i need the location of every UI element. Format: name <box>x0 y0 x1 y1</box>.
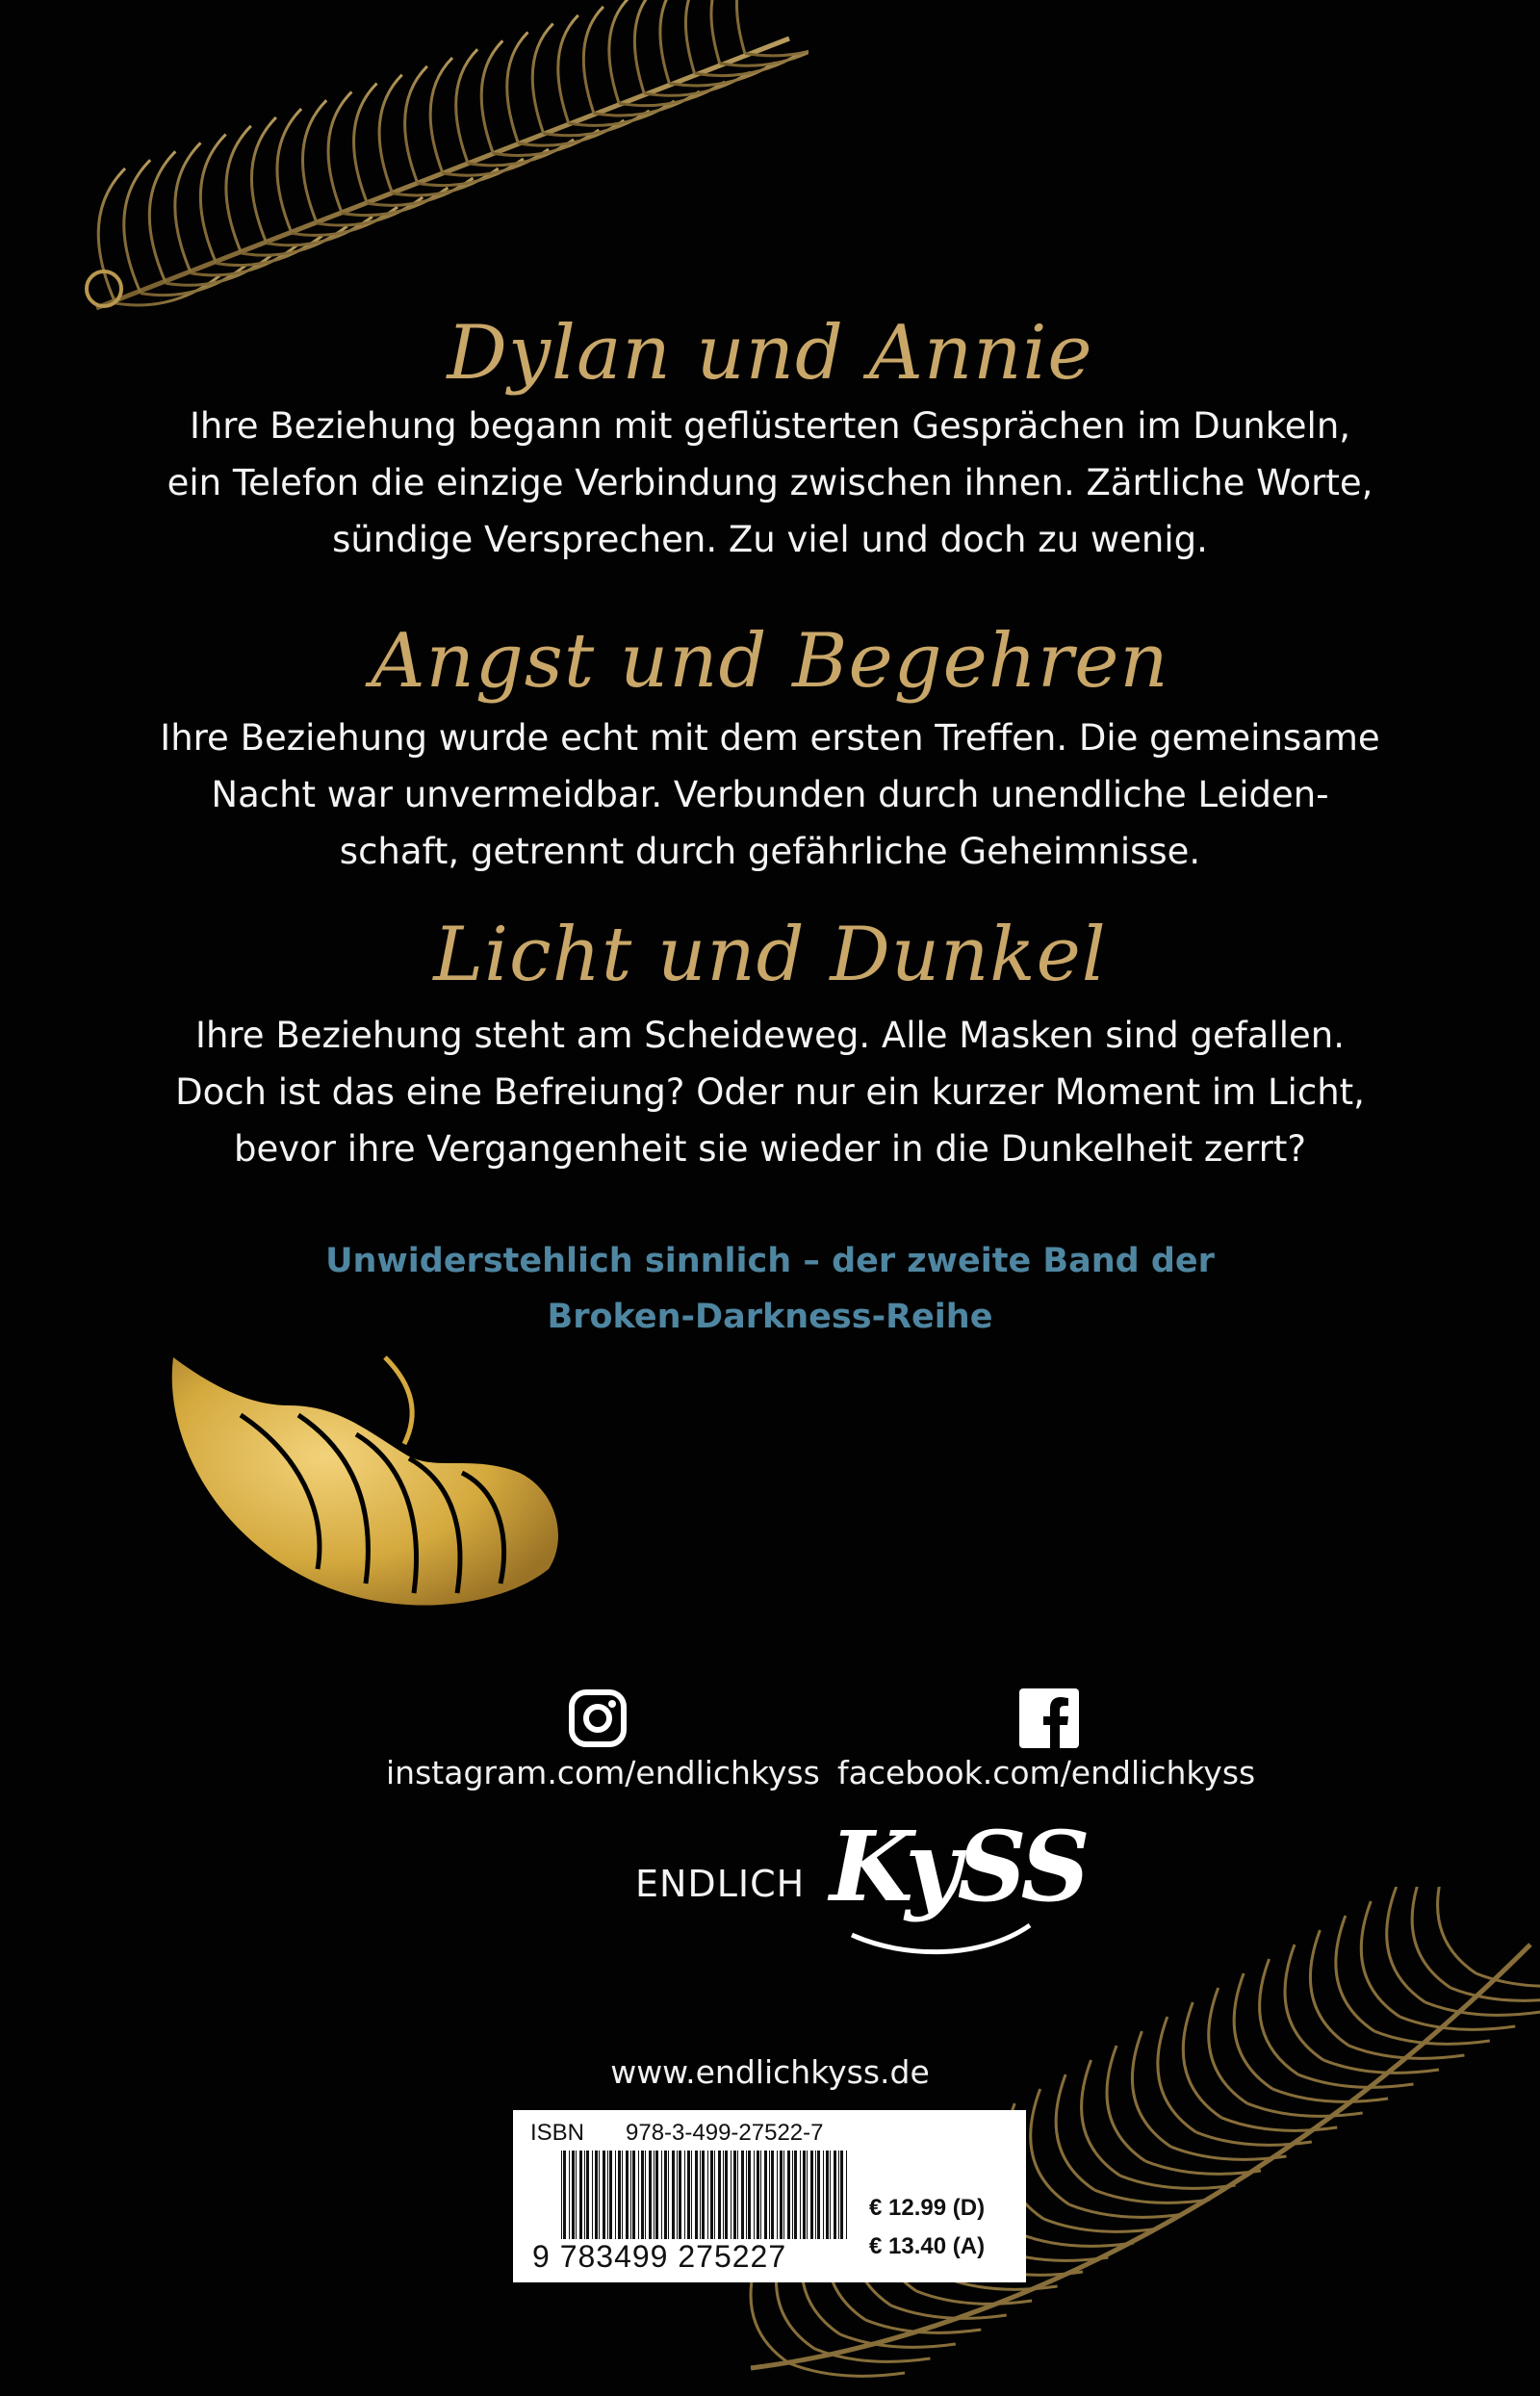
isbn-label: ISBN <box>530 2120 585 2146</box>
barcode-box <box>513 2110 1026 2282</box>
section-heading-2: Angst und Begehren <box>371 618 1169 705</box>
brand-logo-swoosh <box>847 1916 1040 1964</box>
section-paragraph-1: Ihre Beziehung begann mit geflüsterten Gesprächen im Dunkeln, ein Telefon die einzige Verbindung zwischen ihnen. Zärtliche Worte, sündige Versprechen. Zu viel und doch zu wenig. <box>167 405 1373 560</box>
facebook-url[interactable]: facebook.com/endlichkyss <box>837 1754 1256 1791</box>
facebook-icon[interactable] <box>1019 1688 1079 1748</box>
barcode-bars <box>561 2151 850 2239</box>
tagline: Unwiderstehlich sinnlich – der zweite Band der Broken-Darkness-Reihe <box>325 1242 1215 1336</box>
section-heading-3: Licht und Dunkel <box>433 912 1107 998</box>
instagram-icon[interactable] <box>568 1688 628 1748</box>
section-paragraph-2: Ihre Beziehung wurde echt mit dem ersten Treffen. Die gemeinsame Nacht war unvermeidbar. Verbunden durch unendliche Leiden- schaft, getrennt durch gefährliche Geheimnisse. <box>160 717 1380 872</box>
gold-feather-middle <box>154 1348 578 1627</box>
brand-prefix: ENDLICH <box>635 1863 806 1905</box>
price-germany: € 12.99 (D) <box>869 2195 986 2221</box>
section-paragraph-3: Ihre Beziehung steht am Scheideweg. Alle Masken sind gefallen. Doch ist das eine Befreiung? Oder nur ein kurzer Moment im Licht, bevor ihre Vergangenheit sie wieder in die Dunkelheit zerrt? <box>175 1015 1365 1170</box>
brand-logo: KySS <box>830 1810 1087 1923</box>
price-austria: € 13.40 (A) <box>869 2233 986 2259</box>
website-url[interactable]: www.endlichkyss.de <box>610 2053 930 2091</box>
instagram-url[interactable]: instagram.com/endlichkyss <box>386 1754 820 1791</box>
section-heading-1: Dylan und Annie <box>447 310 1093 397</box>
barcode-digits: 9 783499 275227 <box>532 2239 787 2274</box>
gold-feather-top-left <box>58 0 808 337</box>
isbn-number: 978-3-499-27522-7 <box>626 2120 824 2146</box>
